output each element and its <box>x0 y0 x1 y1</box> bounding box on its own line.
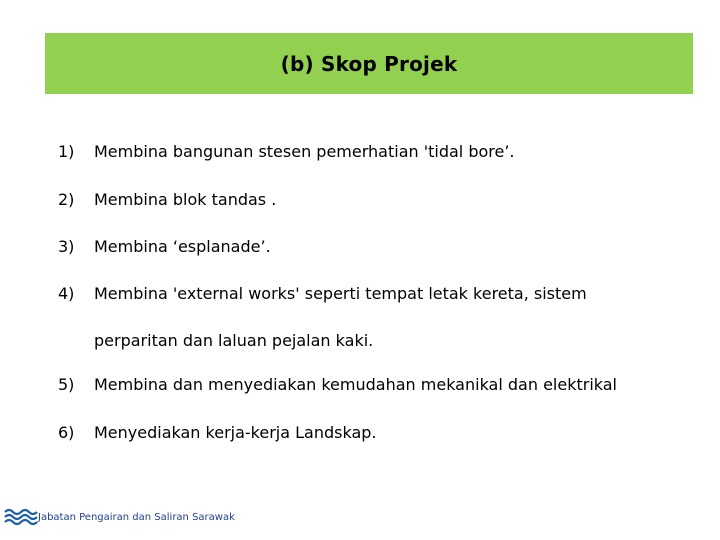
list-item-4-continuation: perparitan dan laluan pejalan kaki. <box>94 331 374 350</box>
list-item-text: Membina ‘esplanade’. <box>94 237 271 256</box>
list-item-text: Membina bangunan stesen pemerhatian 'tidal bore’. <box>94 142 515 161</box>
list-item-text: Membina 'external works' seperti tempat letak kereta, sistem <box>94 284 587 303</box>
list-item-text: Membina dan menyediakan kemudahan mekanikal dan elektrikal <box>94 375 617 394</box>
list-item-5 <box>58 375 617 395</box>
list-item-text: Menyediakan kerja-kerja Landskap. <box>94 423 377 442</box>
list-item-text: Membina blok tandas . <box>94 190 277 209</box>
list-item-number: 2) <box>58 190 75 209</box>
list-item-number: 1) <box>58 142 75 161</box>
list-item-3 <box>58 237 271 257</box>
list-item-number: 5) <box>58 375 75 394</box>
footer <box>4 505 235 529</box>
list-item-number: 4) <box>58 284 75 303</box>
list-item-2 <box>58 190 276 210</box>
jps-wave-logo-icon <box>4 506 38 528</box>
title-bar <box>45 33 693 94</box>
list-item-number: 3) <box>58 237 75 256</box>
list-item-number: 6) <box>58 423 75 442</box>
list-item-1 <box>58 142 515 162</box>
slide-title: (b) Skop Projek <box>280 51 458 76</box>
list-item-4 <box>58 284 587 304</box>
footer-organization-name: Jabatan Pengairan dan Saliran Sarawak <box>38 511 235 523</box>
list-item-6 <box>58 423 377 443</box>
